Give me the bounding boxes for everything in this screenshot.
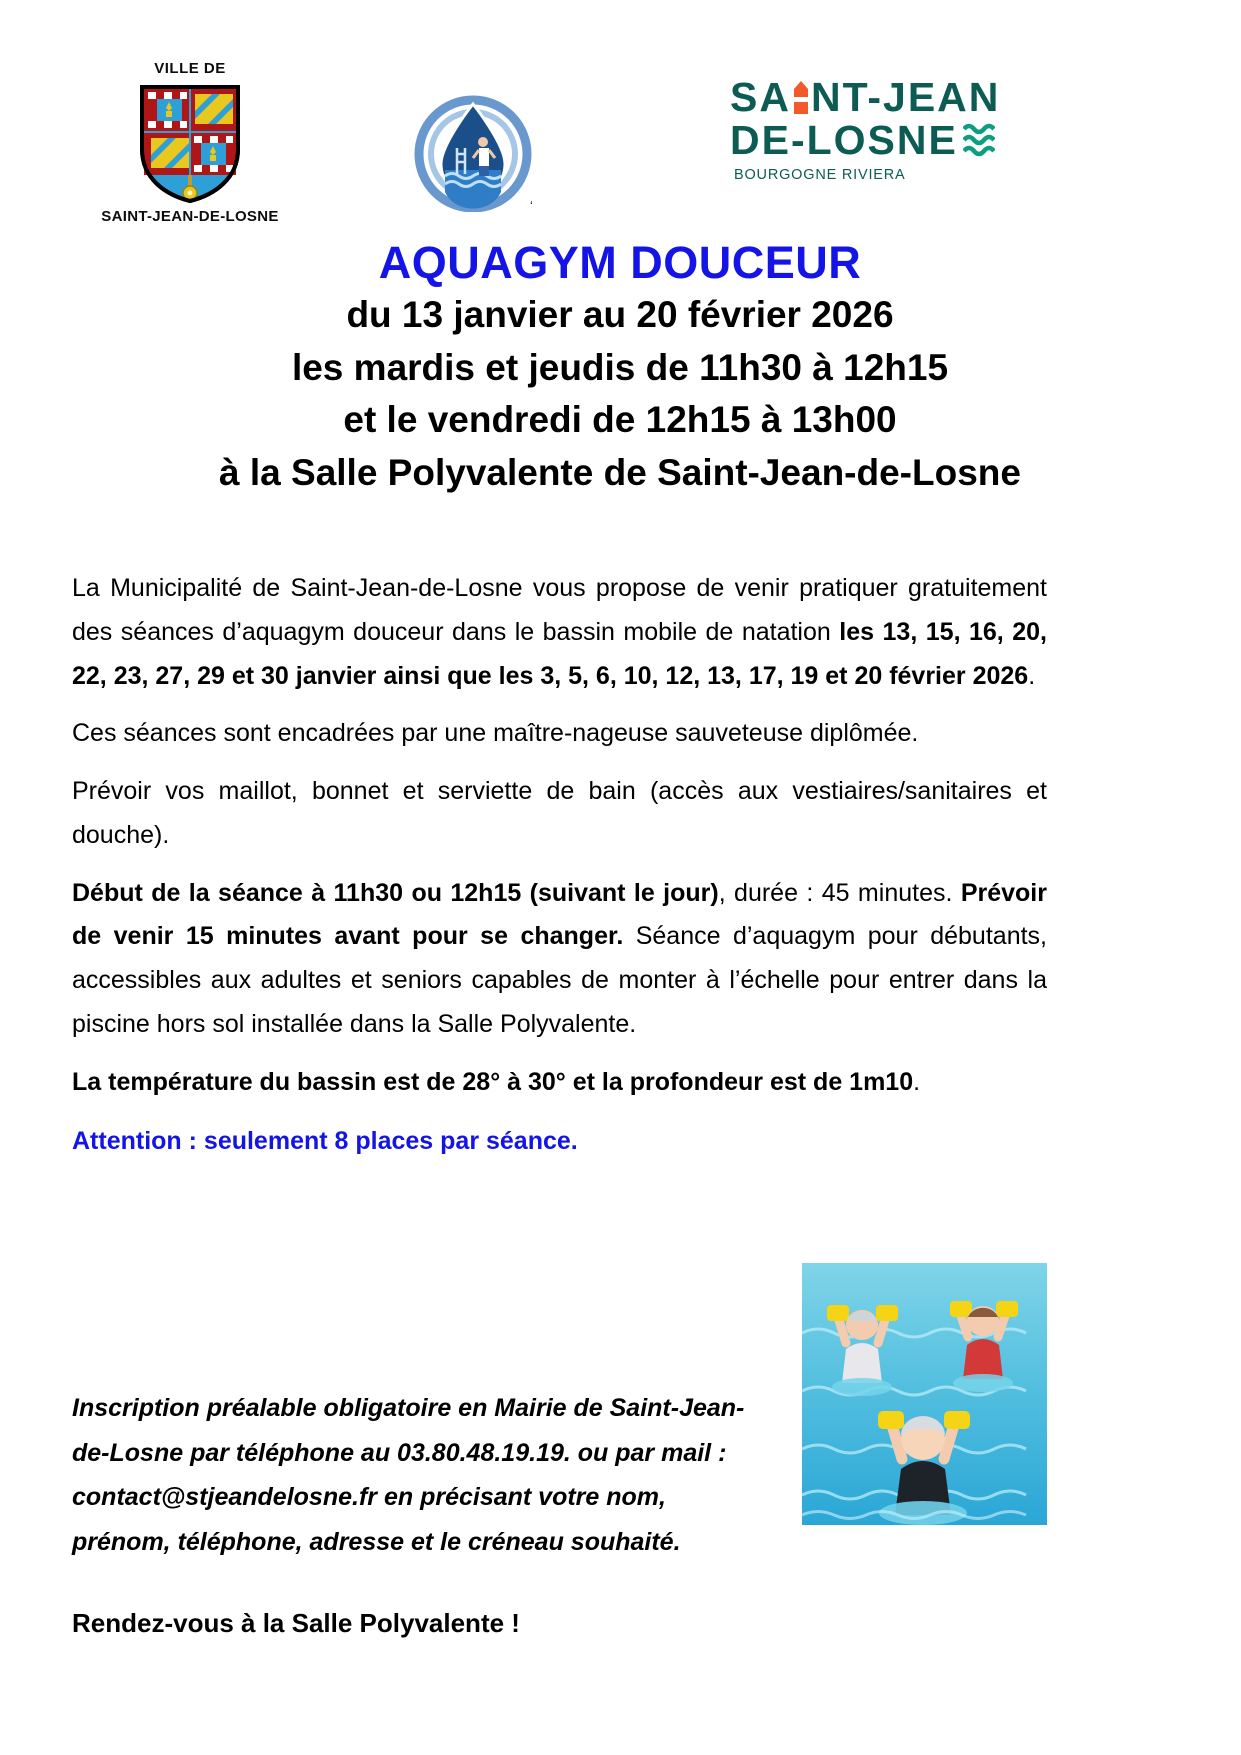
stray-apostrophe-mark: ‘ xyxy=(530,198,533,213)
session-accessibility-text: Séance d’aquagym pour débutants, accessibles aux adultes et seniors capables de monter à l’échelle pour entrer dans la piscine hors sol installée dans la Salle Polyvalente. xyxy=(72,922,1047,1038)
aquagym-participants-photo xyxy=(802,1263,1047,1525)
contact-line-1: Inscription préalable obligatoire en Mairie de Saint-Jean- xyxy=(72,1394,745,1422)
paragraph-intro xyxy=(72,567,1047,698)
subtitle-venue: à la Salle Polyvalente de Saint-Jean-de-Losne xyxy=(219,451,1021,493)
poster-header xyxy=(0,0,1241,235)
brand-line1-before: SA xyxy=(730,74,791,120)
paragraph-equipment: Prévoir vos maillot, bonnet et serviette de bain (accès aux vestiaires/sanitaires et douche). xyxy=(72,777,1047,849)
paragraph-pool-specs xyxy=(72,1061,1047,1105)
brand-house-i-icon xyxy=(794,81,808,114)
crest-bottom-label: SAINT-JEAN-DE-LOSNE xyxy=(101,208,279,225)
intro-text-1: La Municipalité de Saint-Jean-de-Losne vous propose de venir pratiquer gratuitement des séances d’aquagym douceur dans le bassin mobile de natation xyxy=(72,574,1047,646)
attention-notice xyxy=(72,1120,1047,1164)
pool-specs-period: . xyxy=(913,1067,921,1096)
contact-line-2-phone: de-Losne par téléphone au 03.80.48.19.19. ou par mail : xyxy=(72,1438,727,1467)
brand-tagline: BOURGOGNE RIVIERA xyxy=(734,166,906,183)
brand-line-1 xyxy=(730,74,1042,120)
water-drop-pool-logo-icon xyxy=(413,92,533,212)
intro-session-dates: les 13, 15, 16, 20, 22, 23, 27, 29 et 30 janvier ainsi que les 3, 5, 6, 10, 12, 13, 17, 19 et 20 février 2026 xyxy=(72,617,1047,690)
arrive-early-bold: Prévoir de venir 15 minutes avant pour se changer. xyxy=(72,878,1047,951)
attention-text: Attention : seulement 8 places par séance. xyxy=(72,1127,578,1156)
registration-contact-block xyxy=(72,1386,792,1564)
contact-line-3-email: contact@stjeandelosne.fr en précisant votre nom, xyxy=(72,1483,666,1511)
paragraph-session-details xyxy=(72,872,1047,1047)
title-block xyxy=(70,236,1170,499)
brand-line1-after: NT-JEAN xyxy=(810,74,1001,120)
saint-jean-de-losne-brand-logo xyxy=(722,74,1042,188)
subtitle-schedule-tue-thu: les mardis et jeudis de 11h30 à 12h15 xyxy=(291,346,949,388)
brand-line-2 xyxy=(730,116,1042,163)
page-title: AQUAGYM DOUCEUR xyxy=(378,237,862,288)
intro-text-2: . xyxy=(1028,661,1036,690)
rendez-vous-line: Rendez-vous à la Salle Polyvalente ! xyxy=(72,1608,520,1638)
body-content xyxy=(72,567,1047,1164)
pool-specs-bold: La température du bassin est de 28° à 30° et la profondeur est de 1m10 xyxy=(72,1067,914,1096)
crest-top-label: VILLE DE xyxy=(154,60,226,77)
paragraph-supervision: Ces séances sont encadrées par une maître-nageuse sauveteuse diplômée. xyxy=(72,719,919,748)
city-crest-block xyxy=(60,60,320,225)
subtitle-schedule-fri: et le vendredi de 12h15 à 13h00 xyxy=(343,399,897,441)
coat-of-arms-icon xyxy=(138,83,242,203)
session-duration-text: , durée : 45 minutes. xyxy=(718,878,961,907)
waves-icon xyxy=(963,123,995,157)
session-start-bold: Début de la séance à 11h30 ou 12h15 (suivant le jour) xyxy=(72,878,719,907)
contact-line-4: prénom, téléphone, adresse et le créneau souhaité. xyxy=(72,1527,681,1556)
brand-line2-text: DE-LOSNE xyxy=(730,116,958,163)
subtitle-dates: du 13 janvier au 20 février 2026 xyxy=(346,294,894,336)
